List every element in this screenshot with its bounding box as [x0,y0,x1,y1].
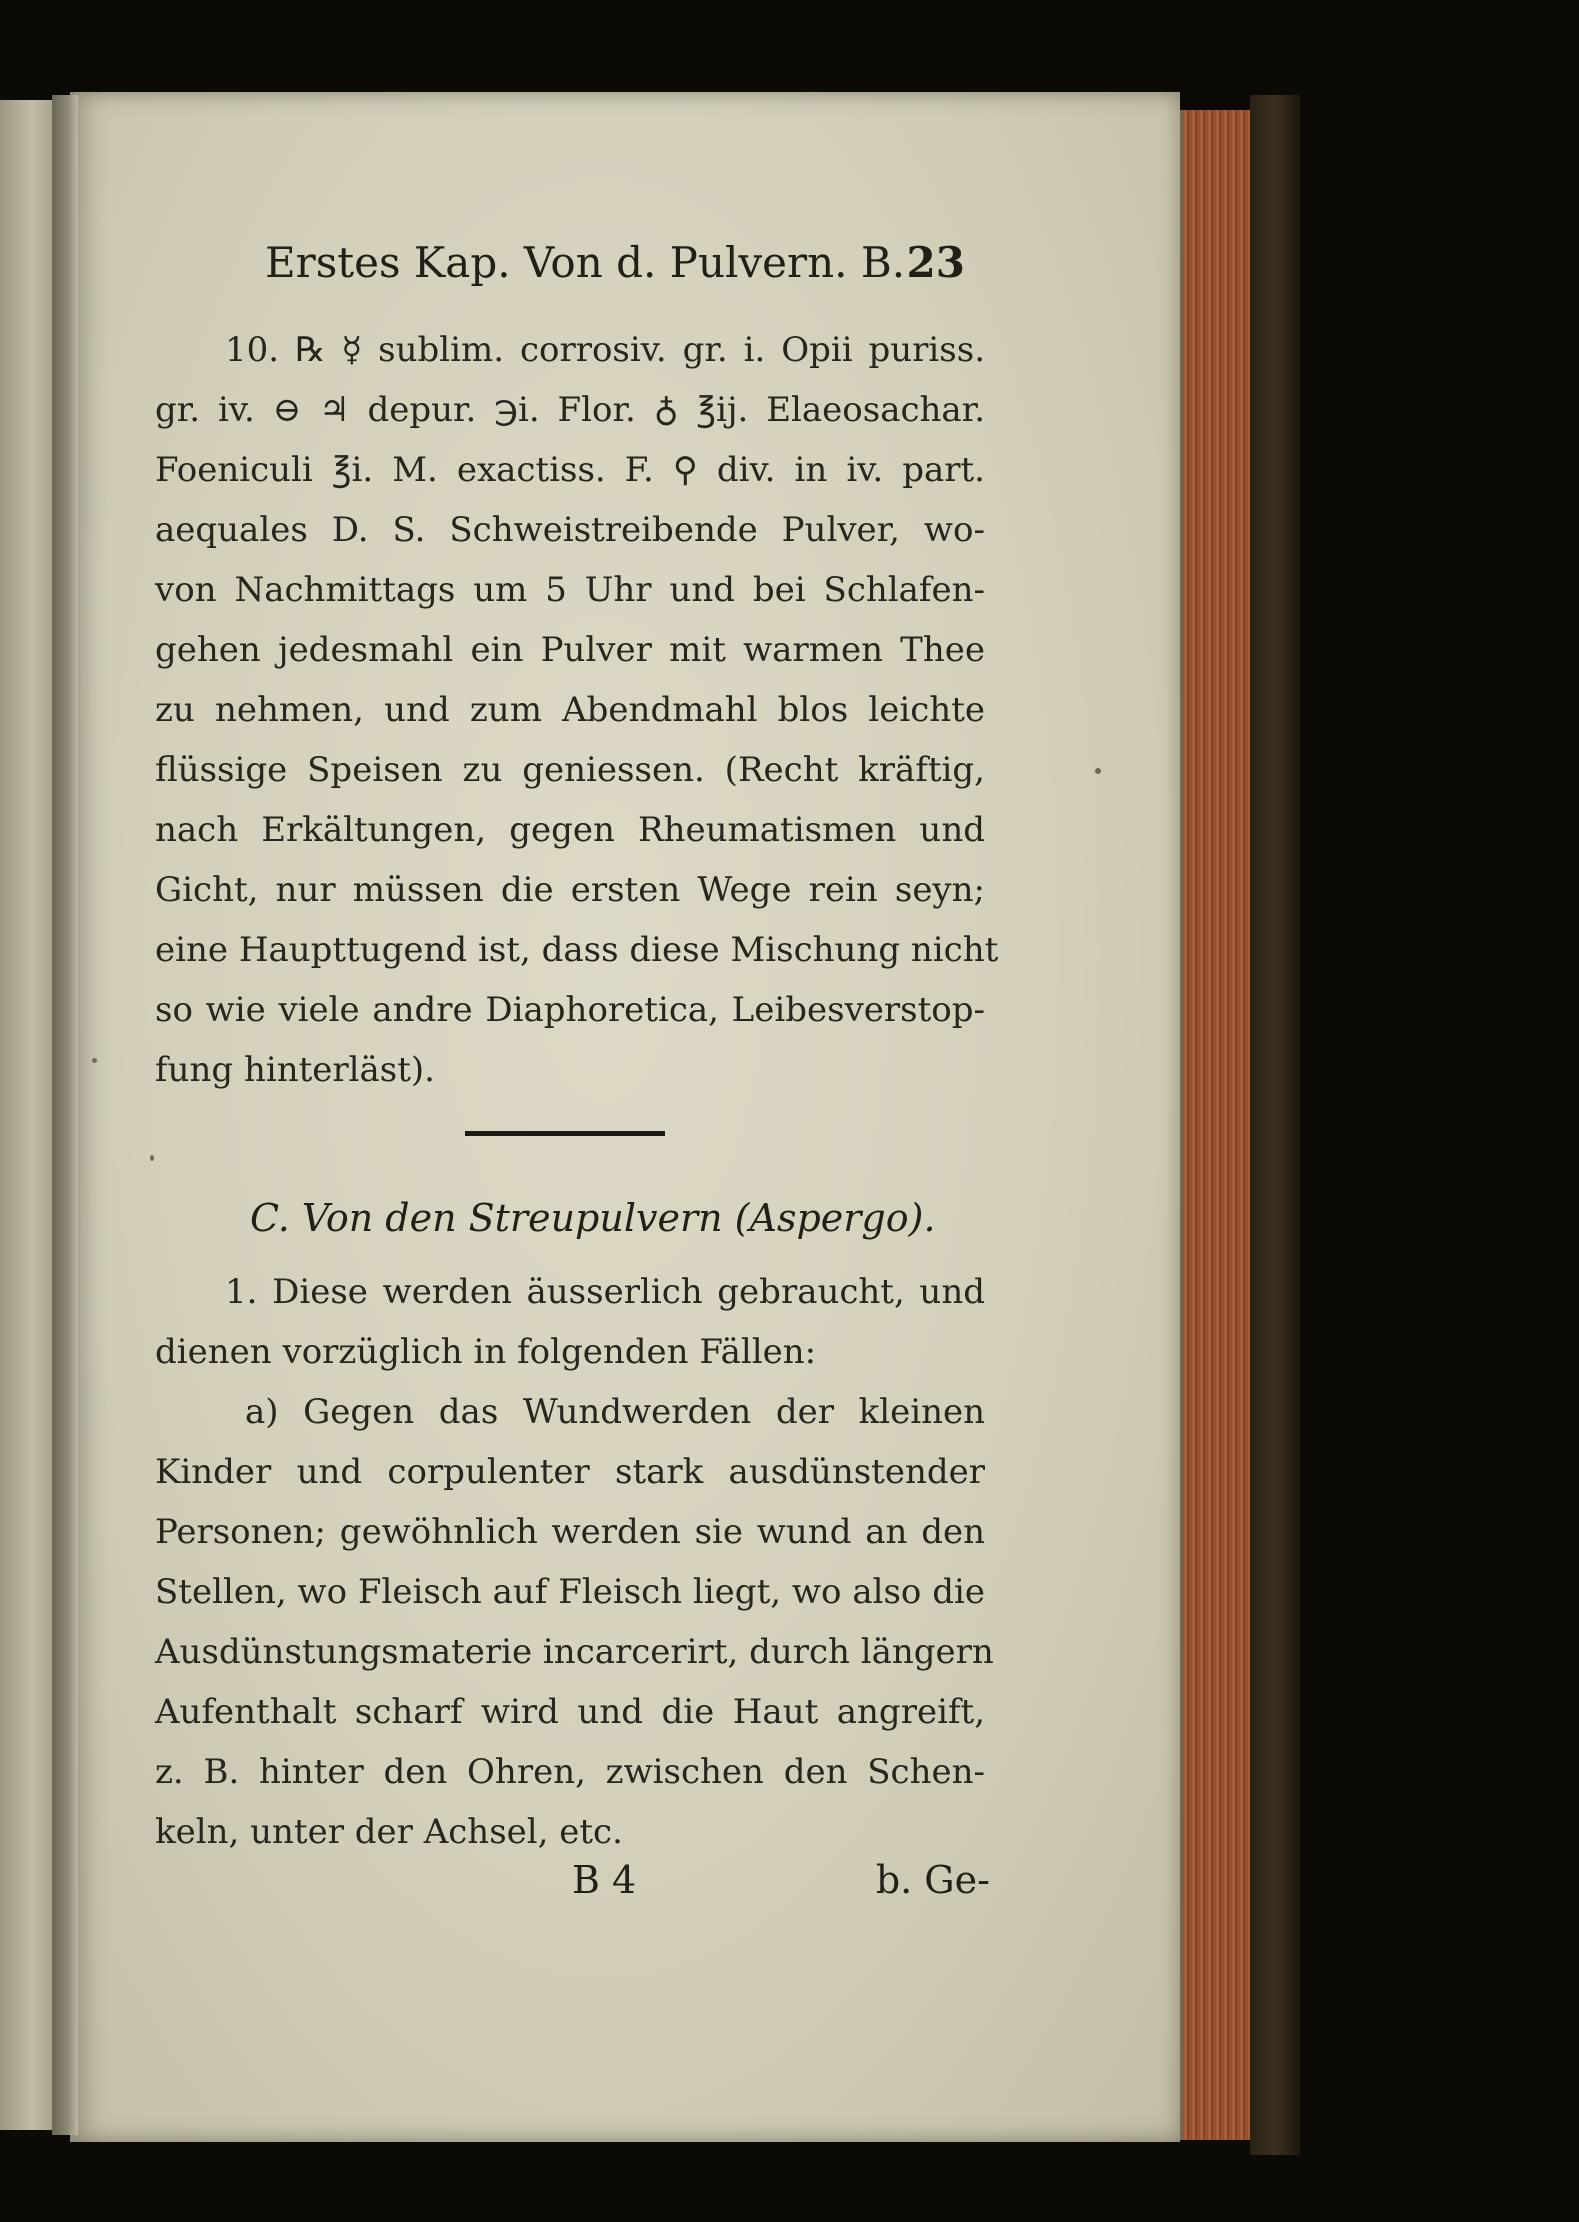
text-line: gr. iv. ⊖ ♃ depur. ℈i. Flor. ♁ ℥ij. Elaeosachar. [155,390,985,430]
catchword: b. Ge- [875,1858,990,1902]
page-footer [150,1858,990,1918]
signature-mark: B 4 [572,1858,637,1902]
text-line: Aufenthalt scharf wird und die Haut angreift, [155,1692,985,1732]
running-title: Erstes Kap. Von d. Pulvern. B. [265,238,906,287]
text-line: aequales D. S. Schweistreibende Pulver, wo- [155,510,985,550]
running-header [265,238,965,298]
text-line: z. B. hinter den Ohren, zwischen den Schen- [155,1752,985,1792]
text-line: Ausdünstungsmaterie incarcerirt, durch längern [155,1632,994,1672]
text-line: keln, unter der Achsel, etc. [155,1812,623,1852]
section-heading: C. Von den Streupulvern (Aspergo). [250,1196,936,1240]
text-line: a) Gegen das Wundwerden der kleinen [245,1392,985,1432]
text-line: gehen jedesmahl ein Pulver mit warmen Thee [155,630,985,670]
text-line: zu nehmen, und zum Abendmahl blos leichte [155,690,985,730]
paper-speck [92,1058,97,1063]
text-line: 1. Diese werden äusserlich gebraucht, und [225,1272,985,1312]
book-cover-edge [1250,95,1300,2155]
text-line: 10. ℞ ☿ sublim. corrosiv. gr. i. Opii puriss. [225,330,985,370]
text-line: Personen; gewöhnlich werden sie wund an den [155,1512,985,1552]
text-line: dienen vorzüglich in folgenden Fällen: [155,1332,817,1372]
text-line: eine Haupttugend ist, dass diese Mischung nicht [155,930,999,970]
page-block-edge [1180,110,1253,2140]
section-divider-rule [465,1131,665,1136]
page-number: 23 [906,238,965,287]
facing-page-edge [0,100,58,2130]
text-line: flüssige Speisen zu geniessen. (Recht kräftig, [155,750,985,790]
text-line: so wie viele andre Diaphoretica, Leibesverstop- [155,990,985,1030]
text-line: nach Erkältungen, gegen Rheumatismen und [155,810,985,850]
text-line: Gicht, nur müssen die ersten Wege rein seyn; [155,870,985,910]
text-line: Kinder und corpulenter stark ausdünstender [155,1452,985,1492]
text-line: Stellen, wo Fleisch auf Fleisch liegt, wo also die [155,1572,985,1612]
text-line: fung hinterläst). [155,1050,435,1090]
paper-speck [1095,768,1101,774]
text-line: Foeniculi ℥i. M. exactiss. F. ⚲ div. in iv. part. [155,450,985,490]
paper-speck [150,1155,154,1161]
text-line: von Nachmittags um 5 Uhr und bei Schlafen- [155,570,985,610]
book-gutter [52,95,78,2135]
